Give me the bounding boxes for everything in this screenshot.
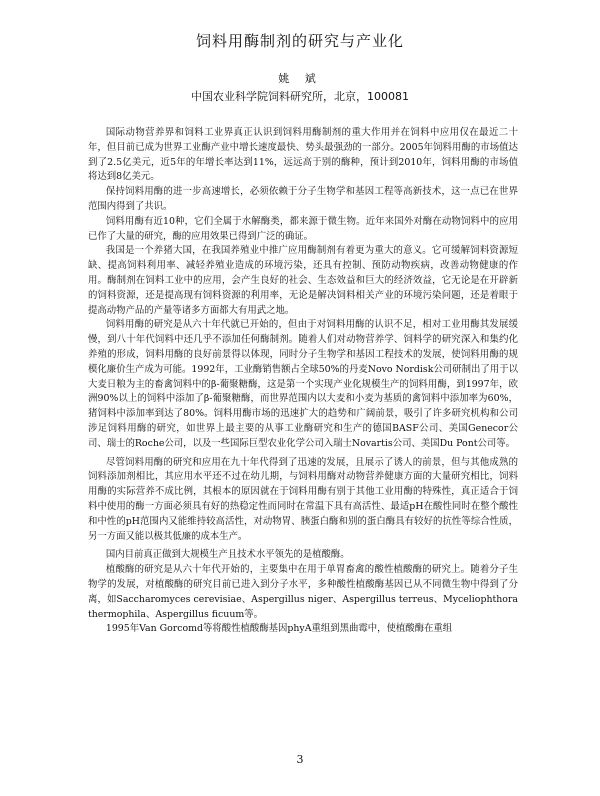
page-number: 3 xyxy=(296,753,304,766)
paragraph: 1995年Van Gorcomd等将酸性植酸酶基因phyA重组到黑曲霉中，使植酸酶在重组 xyxy=(105,623,453,635)
paper-title: 饲料用酶制剂的研究与产业化 xyxy=(195,32,404,50)
paragraph: 我国是一个养猪大国，在我国养殖业中推广应用酶制剂有着更为重大的意义。它可缓解饲料资源短缺、提高饲料利用率、减轻养殖业造成的环境污染，还具有控制、预防动物疾病，改善动物健康的作用。酶制剂在饲料工业中的应用，会产生良好的社会、生态效益和巨大的经济效益，它无论是在开辟新的饲料资源，还是提高现有饲料资源的利用率，无论是解决饲料相关产业的环境污染问题，还是着眼于提高动物产品的产量等诸多方面都大有用武之地。 xyxy=(88,245,518,316)
author-name: 姚 斌 xyxy=(278,72,322,85)
paragraph: 饲料用酶有近10种，它们全属于水解酶类，都来源于微生物。近年来国外对酶在动物饲料中的应用已作了大量的研究，酶的应用效果已得到广泛的确证。 xyxy=(88,215,518,242)
paragraph: 国际动物营养界和饲料工业界真正认识到饲料用酶制剂的重大作用并在饲料中应用仅在最近二十年，但目前已成为世界工业酶产业中增长速度最快、势头最强劲的一部分。2005年饲料用酶的市场值达到了2.5亿美元，近5年的年增长率达到11%，远远高于别的酶种，预计到2010年，饲料用酶的市场值将达到8亿美元。 xyxy=(88,127,518,183)
paragraph: 国内目前真正做到大规模生产且技术水平领先的是植酸酶。 xyxy=(105,549,350,561)
paragraph: 饲料用酶的研究是从六十年代就已开始的，但由于对饲料用酶的认识不足，相对工业用酶其发展缓慢，到八十年代饲料中还几乎不添加任何酶制剂。随着人们对动物营养学、饲料学的研究深入和集约化养殖的形成，饲料用酶的良好前景得以体现，同时分子生物学和基因工程技术的发展，使饲料用酶的规模化廉价生产成为可能。1992年，工业酶销售额占全球50%的丹麦Novo Nordisk公司研制出了用于以大麦日粮为主的畜禽饲料中的β-葡聚糖酶，这是第一个实现产业化规模生产的饲料用酶，到1997年，欧洲90%以上的饲料中添加了β-葡聚糖酶，而世界范围内以大麦和小麦为基质的禽饲料中添加率为60%，猪饲料中添加率到达了80%。饲料用酶市场的迅速扩大的趋势和广阔前景，吸引了许多研究机构和公司涉足饲料用酶的研究，如世界上最主要的从事工业酶研究和生产的德国BASF公司、美国Genecor公司、瑞士的Roche公司，以及一些国际巨型农业化学公司入瑞士Novartis公司、美国Du Pont公司等。 xyxy=(88,319,518,449)
paragraph: 植酸酶的研究是从六十年代开始的，主要集中在用于单胃畜禽的酸性植酸酶的研究上。随着分子生物学的发展，对植酸酶的研究目前已进入到分子水平，多种酸性植酸酶基因已从不同微生物中得到了分离，如Saccharomyces cerevisiae、Aspergillus niger、Aspergillus terreus、Myceliophthora thermophila、Aspergillus ficuum等。 xyxy=(88,564,518,620)
body-text xyxy=(88,122,518,637)
author-affiliation: 中国农业科学院饲料研究所，北京，100081 xyxy=(191,90,409,103)
paragraph: 保持饲料用酶的进一步高速增长，必须依赖于分子生物学和基因工程等高新技术，这一点已在世界范围内得到了共识。 xyxy=(88,186,518,212)
paragraph: 尽管饲料用酶的研究和应用在九十年代得到了迅速的发展，且展示了诱人的前景，但与其他成熟的饲料添加剂相比，其应用水平还不过在幼儿期，与饲料用酶对动物营养健康方面的大量研究相比，饲料用酶的实际营养不成比例，其根本的原因就在于饲料用酶有别于其他工业用酶的特殊性，真正适合于饲料中使用的酶一方面必须具有好的热稳定性而同时在常温下具有高活性、最适pH在酸性同时在整个酸性和中性的pH范围内又能维持较高活性，对动物胃、胰蛋白酶和别的蛋白酶具有较好的抗性等综合性质，另一方面又能以极其低廉的成本生产。 xyxy=(88,456,518,542)
